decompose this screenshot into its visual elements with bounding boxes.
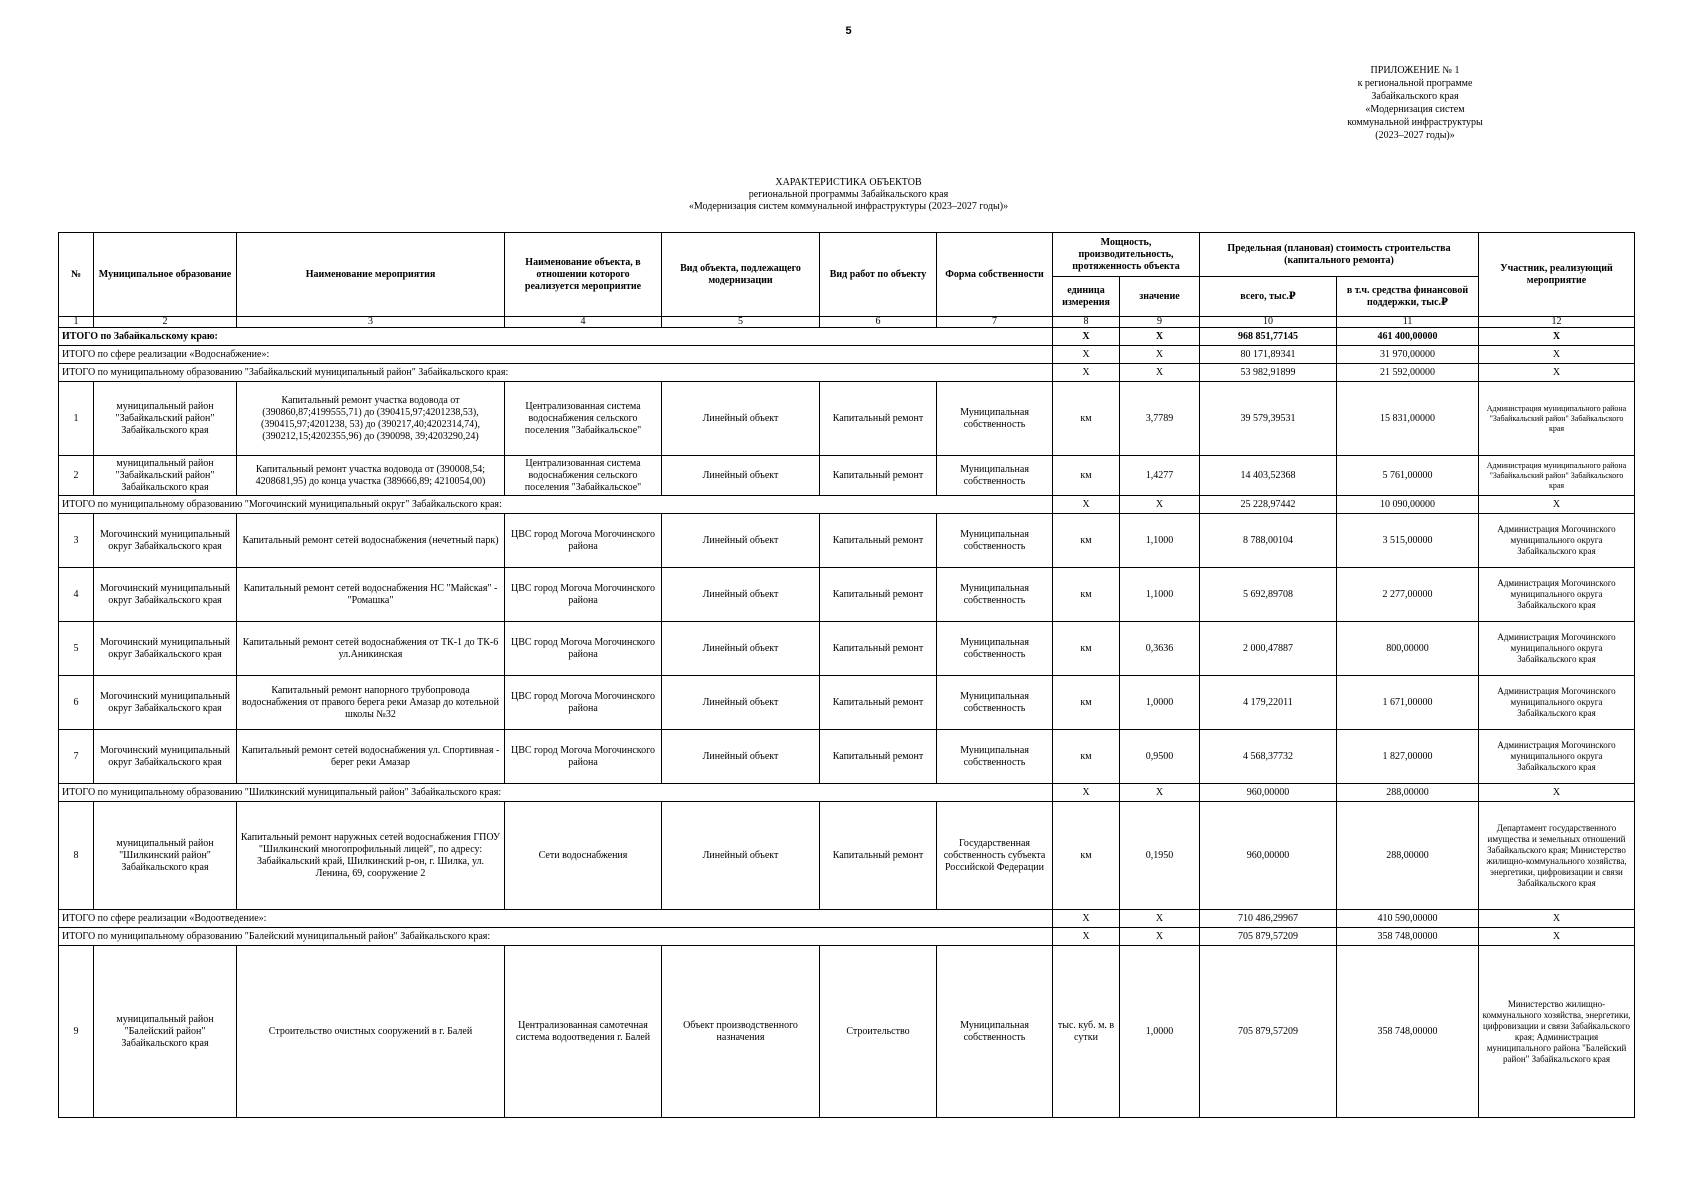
total-label: ИТОГО по сфере реализации «Водоотведение»: (59, 910, 1053, 928)
total-cost-cell: 4 179,22011 (1200, 676, 1337, 730)
support-cost-cell: 1 827,00000 (1337, 730, 1479, 784)
appendix-line: к региональной программе (1357, 78, 1473, 89)
value-cell: 0,3636 (1120, 622, 1200, 676)
participant-cell: X (1479, 496, 1635, 514)
column-number: 1 (59, 317, 94, 328)
table-row (59, 568, 1635, 622)
row-number: 5 (59, 622, 94, 676)
object-cell: ЦВС город Могоча Могочинского района (505, 514, 662, 568)
ownership-cell: Муниципальная собственность (937, 946, 1053, 1118)
total-row (59, 928, 1635, 946)
event-cell: Капитальный ремонт участка водовода от (390008,54; 4208681,95) до конца участка (389666,89; 4210054,00) (237, 456, 505, 496)
participant-cell: X (1479, 328, 1635, 346)
participant-cell: X (1479, 928, 1635, 946)
unit-cell: X (1053, 346, 1120, 364)
event-cell: Капитальный ремонт напорного трубопровода водоснабжения от правого берега реки Амазар до котельной школы №32 (237, 676, 505, 730)
header-unit: единица измерения (1053, 277, 1120, 317)
participant-cell: Администрация Могочинского муниципального округа Забайкальского края (1479, 514, 1635, 568)
unit-cell: км (1053, 730, 1120, 784)
total-cost-cell: 80 171,89341 (1200, 346, 1337, 364)
appendix-line: «Модернизация систем (1365, 104, 1465, 115)
column-number-row (59, 317, 1635, 328)
table-row (59, 946, 1635, 1118)
header-object: Наименование объекта, в отношении которого реализуется мероприятие (505, 233, 662, 317)
header-municipality: Муниципальное образование (94, 233, 237, 317)
support-cost-cell: 358 748,00000 (1337, 928, 1479, 946)
column-number: 3 (237, 317, 505, 328)
object-type-cell: Линейный объект (662, 382, 820, 456)
total-row (59, 364, 1635, 382)
unit-cell: тыс. куб. м. в сутки (1053, 946, 1120, 1118)
total-label: ИТОГО по муниципальному образованию "Могочинский муниципальный округ" Забайкальского края: (59, 496, 1053, 514)
appendix-block (1310, 64, 1520, 142)
total-row (59, 496, 1635, 514)
participant-cell: X (1479, 910, 1635, 928)
row-number: 2 (59, 456, 94, 496)
unit-cell: км (1053, 622, 1120, 676)
unit-cell: X (1053, 910, 1120, 928)
total-cost-cell: 4 568,37732 (1200, 730, 1337, 784)
event-cell: Капитальный ремонт участка водовода от (390860,87;4199555,71) до (390415,97;4201238,53), (390415,97;4201238, 53) до (390217,40;4202314,74), (390212,15;4202355,96) до (390098, 39;4203290,24) (237, 382, 505, 456)
row-number: 8 (59, 802, 94, 910)
row-number: 3 (59, 514, 94, 568)
municipality-cell: муниципальный район "Шилкинский район" Забайкальского края (94, 802, 237, 910)
header-value: значение (1120, 277, 1200, 317)
row-number: 6 (59, 676, 94, 730)
appendix-line: ПРИЛОЖЕНИЕ № 1 (1370, 65, 1460, 76)
table-row (59, 802, 1635, 910)
municipality-cell: муниципальный район "Забайкальский район" Забайкальского края (94, 382, 237, 456)
support-cost-cell: 15 831,00000 (1337, 382, 1479, 456)
unit-cell: км (1053, 382, 1120, 456)
municipality-cell: Могочинский муниципальный округ Забайкальского края (94, 568, 237, 622)
column-number: 6 (820, 317, 937, 328)
total-label: ИТОГО по муниципальному образованию "Балейский муниципальный район" Забайкальского края: (59, 928, 1053, 946)
unit-cell: км (1053, 802, 1120, 910)
header-support: в т.ч. средства финансовой поддержки, тыс.₽ (1337, 277, 1479, 317)
total-cost-cell: 2 000,47887 (1200, 622, 1337, 676)
total-cost-cell: 960,00000 (1200, 784, 1337, 802)
title-line: ХАРАКТЕРИСТИКА ОБЪЕКТОВ (775, 177, 922, 188)
column-number: 5 (662, 317, 820, 328)
support-cost-cell: 10 090,00000 (1337, 496, 1479, 514)
object-type-cell: Линейный объект (662, 514, 820, 568)
participant-cell: Министерство жилищно-коммунального хозяйства, энергетики, цифровизации и связи Забайкальского края; Администрация муниципального района "Балейский район" Забайкальского края (1479, 946, 1635, 1118)
ownership-cell: Муниципальная собственность (937, 676, 1053, 730)
participant-cell: X (1479, 364, 1635, 382)
participant-cell: X (1479, 784, 1635, 802)
support-cost-cell: 288,00000 (1337, 784, 1479, 802)
table-row (59, 730, 1635, 784)
work-type-cell: Капитальный ремонт (820, 622, 937, 676)
work-type-cell: Капитальный ремонт (820, 456, 937, 496)
participant-cell: X (1479, 346, 1635, 364)
work-type-cell: Капитальный ремонт (820, 802, 937, 910)
work-type-cell: Капитальный ремонт (820, 382, 937, 456)
support-cost-cell: 3 515,00000 (1337, 514, 1479, 568)
total-row (59, 910, 1635, 928)
support-cost-cell: 410 590,00000 (1337, 910, 1479, 928)
table-row (59, 456, 1635, 496)
total-cost-cell: 710 486,29967 (1200, 910, 1337, 928)
participant-cell: Администрация Могочинского муниципального округа Забайкальского края (1479, 568, 1635, 622)
ownership-cell: Муниципальная собственность (937, 456, 1053, 496)
support-cost-cell: 800,00000 (1337, 622, 1479, 676)
ownership-cell: Муниципальная собственность (937, 622, 1053, 676)
appendix-line: коммунальной инфраструктуры (1347, 117, 1483, 128)
support-cost-cell: 31 970,00000 (1337, 346, 1479, 364)
total-cost-cell: 960,00000 (1200, 802, 1337, 910)
value-cell: X (1120, 364, 1200, 382)
support-cost-cell: 1 671,00000 (1337, 676, 1479, 730)
event-cell: Капитальный ремонт сетей водоснабжения НС "Майская" - "Ромашка" (237, 568, 505, 622)
page-number: 5 (845, 25, 852, 37)
object-type-cell: Линейный объект (662, 676, 820, 730)
value-cell: X (1120, 328, 1200, 346)
support-cost-cell: 288,00000 (1337, 802, 1479, 910)
value-cell: X (1120, 928, 1200, 946)
event-cell: Капитальный ремонт сетей водоснабжения (нечетный парк) (237, 514, 505, 568)
header-capacity: Мощность, производительность, протяженность объекта (1053, 233, 1200, 277)
ownership-cell: Муниципальная собственность (937, 730, 1053, 784)
municipality-cell: Могочинский муниципальный округ Забайкальского края (94, 676, 237, 730)
header-object-type: Вид объекта, подлежащего модернизации (662, 233, 820, 317)
support-cost-cell: 2 277,00000 (1337, 568, 1479, 622)
title-line: «Модернизация систем коммунальной инфраструктуры (2023–2027 годы)» (688, 201, 1009, 212)
document-title (0, 177, 1697, 213)
object-type-cell: Линейный объект (662, 568, 820, 622)
object-cell: Централизованная самотечная система водоотведения г. Балей (505, 946, 662, 1118)
total-cost-cell: 8 788,00104 (1200, 514, 1337, 568)
work-type-cell: Капитальный ремонт (820, 514, 937, 568)
value-cell: X (1120, 910, 1200, 928)
municipality-cell: Могочинский муниципальный округ Забайкальского края (94, 514, 237, 568)
header-ownership: Форма собственности (937, 233, 1053, 317)
column-number: 7 (937, 317, 1053, 328)
work-type-cell: Капитальный ремонт (820, 676, 937, 730)
value-cell: 1,0000 (1120, 946, 1200, 1118)
total-label: ИТОГО по муниципальному образованию "Шилкинский муниципальный район" Забайкальского края: (59, 784, 1053, 802)
ownership-cell: Муниципальная собственность (937, 382, 1053, 456)
total-cost-cell: 5 692,89708 (1200, 568, 1337, 622)
unit-cell: км (1053, 568, 1120, 622)
participant-cell: Администрация Могочинского муниципального округа Забайкальского края (1479, 622, 1635, 676)
value-cell: 1,1000 (1120, 514, 1200, 568)
total-cost-cell: 968 851,77145 (1200, 328, 1337, 346)
municipality-cell: Могочинский муниципальный округ Забайкальского края (94, 622, 237, 676)
ownership-cell: Государственная собственность субъекта Российской Федерации (937, 802, 1053, 910)
appendix-line: (2023–2027 годы)» (1375, 130, 1455, 141)
municipality-cell: муниципальный район "Забайкальский район" Забайкальского края (94, 456, 237, 496)
object-cell: Централизованная система водоснабжения сельского поселения "Забайкальское" (505, 456, 662, 496)
value-cell: 3,7789 (1120, 382, 1200, 456)
municipality-cell: Могочинский муниципальный округ Забайкальского края (94, 730, 237, 784)
object-cell: Сети водоснабжения (505, 802, 662, 910)
header-work-type: Вид работ по объекту (820, 233, 937, 317)
column-number: 11 (1337, 317, 1479, 328)
participant-cell: Администрация Могочинского муниципального округа Забайкальского края (1479, 730, 1635, 784)
appendix-line: Забайкальского края (1371, 91, 1459, 102)
total-cost-cell: 53 982,91899 (1200, 364, 1337, 382)
event-cell: Капитальный ремонт сетей водоснабжения от ТК-1 до ТК-6 ул.Аникинская (237, 622, 505, 676)
unit-cell: км (1053, 676, 1120, 730)
participant-cell: Администрация муниципального района "Забайкальский район" Забайкальского края (1479, 382, 1635, 456)
total-cost-cell: 705 879,57209 (1200, 946, 1337, 1118)
work-type-cell: Капитальный ремонт (820, 568, 937, 622)
unit-cell: X (1053, 328, 1120, 346)
object-type-cell: Линейный объект (662, 802, 820, 910)
total-cost-cell: 14 403,52368 (1200, 456, 1337, 496)
column-number: 10 (1200, 317, 1337, 328)
total-label: ИТОГО по Забайкальскому краю: (59, 328, 1053, 346)
total-cost-cell: 39 579,39531 (1200, 382, 1337, 456)
object-type-cell: Линейный объект (662, 730, 820, 784)
total-label: ИТОГО по сфере реализации «Водоснабжение»: (59, 346, 1053, 364)
row-number: 4 (59, 568, 94, 622)
column-number: 12 (1479, 317, 1635, 328)
support-cost-cell: 461 400,00000 (1337, 328, 1479, 346)
header-total: всего, тыс.₽ (1200, 277, 1337, 317)
object-cell: ЦВС город Могоча Могочинского района (505, 622, 662, 676)
object-cell: ЦВС город Могоча Могочинского района (505, 676, 662, 730)
total-cost-cell: 705 879,57209 (1200, 928, 1337, 946)
value-cell: X (1120, 496, 1200, 514)
total-row (59, 346, 1635, 364)
unit-cell: км (1053, 514, 1120, 568)
row-number: 7 (59, 730, 94, 784)
column-number: 9 (1120, 317, 1200, 328)
object-cell: ЦВС город Могоча Могочинского района (505, 730, 662, 784)
participant-cell: Администрация Могочинского муниципального округа Забайкальского края (1479, 676, 1635, 730)
unit-cell: X (1053, 784, 1120, 802)
total-cost-cell: 25 228,97442 (1200, 496, 1337, 514)
row-number: 9 (59, 946, 94, 1118)
header-row (59, 233, 1635, 277)
total-row (59, 328, 1635, 346)
header-event: Наименование мероприятия (237, 233, 505, 317)
value-cell: X (1120, 346, 1200, 364)
row-number: 1 (59, 382, 94, 456)
event-cell: Капитальный ремонт наружных сетей водоснабжения ГПОУ "Шилкинский многопрофильный лицей", по адресу: Забайкальский край, Шилкинский р-он, г. Шилка, ул. Ленина, 69, сооружение 2 (237, 802, 505, 910)
participant-cell: Департамент государственного имущества и земельных отношений Забайкальского края; Министерство жилищно-коммунального хозяйства, энергетики, цифровизации и связи Забайкальского края (1479, 802, 1635, 910)
object-cell: ЦВС город Могоча Могочинского района (505, 568, 662, 622)
participant-cell: Администрация муниципального района "Забайкальский район" Забайкальского края (1479, 456, 1635, 496)
event-cell: Строительство очистных сооружений в г. Балей (237, 946, 505, 1118)
value-cell: 0,1950 (1120, 802, 1200, 910)
object-type-cell: Линейный объект (662, 622, 820, 676)
column-number: 4 (505, 317, 662, 328)
support-cost-cell: 358 748,00000 (1337, 946, 1479, 1118)
value-cell: 1,0000 (1120, 676, 1200, 730)
value-cell: 1,1000 (1120, 568, 1200, 622)
column-number: 8 (1053, 317, 1120, 328)
work-type-cell: Строительство (820, 946, 937, 1118)
title-line: региональной программы Забайкальского края (748, 189, 949, 200)
unit-cell: X (1053, 928, 1120, 946)
column-number: 2 (94, 317, 237, 328)
support-cost-cell: 5 761,00000 (1337, 456, 1479, 496)
value-cell: 1,4277 (1120, 456, 1200, 496)
table-row (59, 514, 1635, 568)
header-participant: Участник, реализующий мероприятие (1479, 233, 1635, 317)
object-cell: Централизованная система водоснабжения сельского поселения "Забайкальское" (505, 382, 662, 456)
unit-cell: X (1053, 364, 1120, 382)
table-row (59, 622, 1635, 676)
objects-table (58, 232, 1635, 1118)
ownership-cell: Муниципальная собственность (937, 514, 1053, 568)
event-cell: Капитальный ремонт сетей водоснабжения ул. Спортивная - берег реки Амазар (237, 730, 505, 784)
total-row (59, 784, 1635, 802)
header-num: № (59, 233, 94, 317)
header-cost: Предельная (плановая) стоимость строительства (капитального ремонта) (1200, 233, 1479, 277)
unit-cell: X (1053, 496, 1120, 514)
municipality-cell: муниципальный район "Балейский район" Забайкальского края (94, 946, 237, 1118)
ownership-cell: Муниципальная собственность (937, 568, 1053, 622)
value-cell: 0,9500 (1120, 730, 1200, 784)
total-label: ИТОГО по муниципальному образованию "Забайкальский муниципальный район" Забайкальского края: (59, 364, 1053, 382)
table-row (59, 676, 1635, 730)
work-type-cell: Капитальный ремонт (820, 730, 937, 784)
value-cell: X (1120, 784, 1200, 802)
object-type-cell: Объект производственного назначения (662, 946, 820, 1118)
object-type-cell: Линейный объект (662, 456, 820, 496)
unit-cell: км (1053, 456, 1120, 496)
table-body (59, 328, 1635, 1118)
support-cost-cell: 21 592,00000 (1337, 364, 1479, 382)
table-row (59, 382, 1635, 456)
